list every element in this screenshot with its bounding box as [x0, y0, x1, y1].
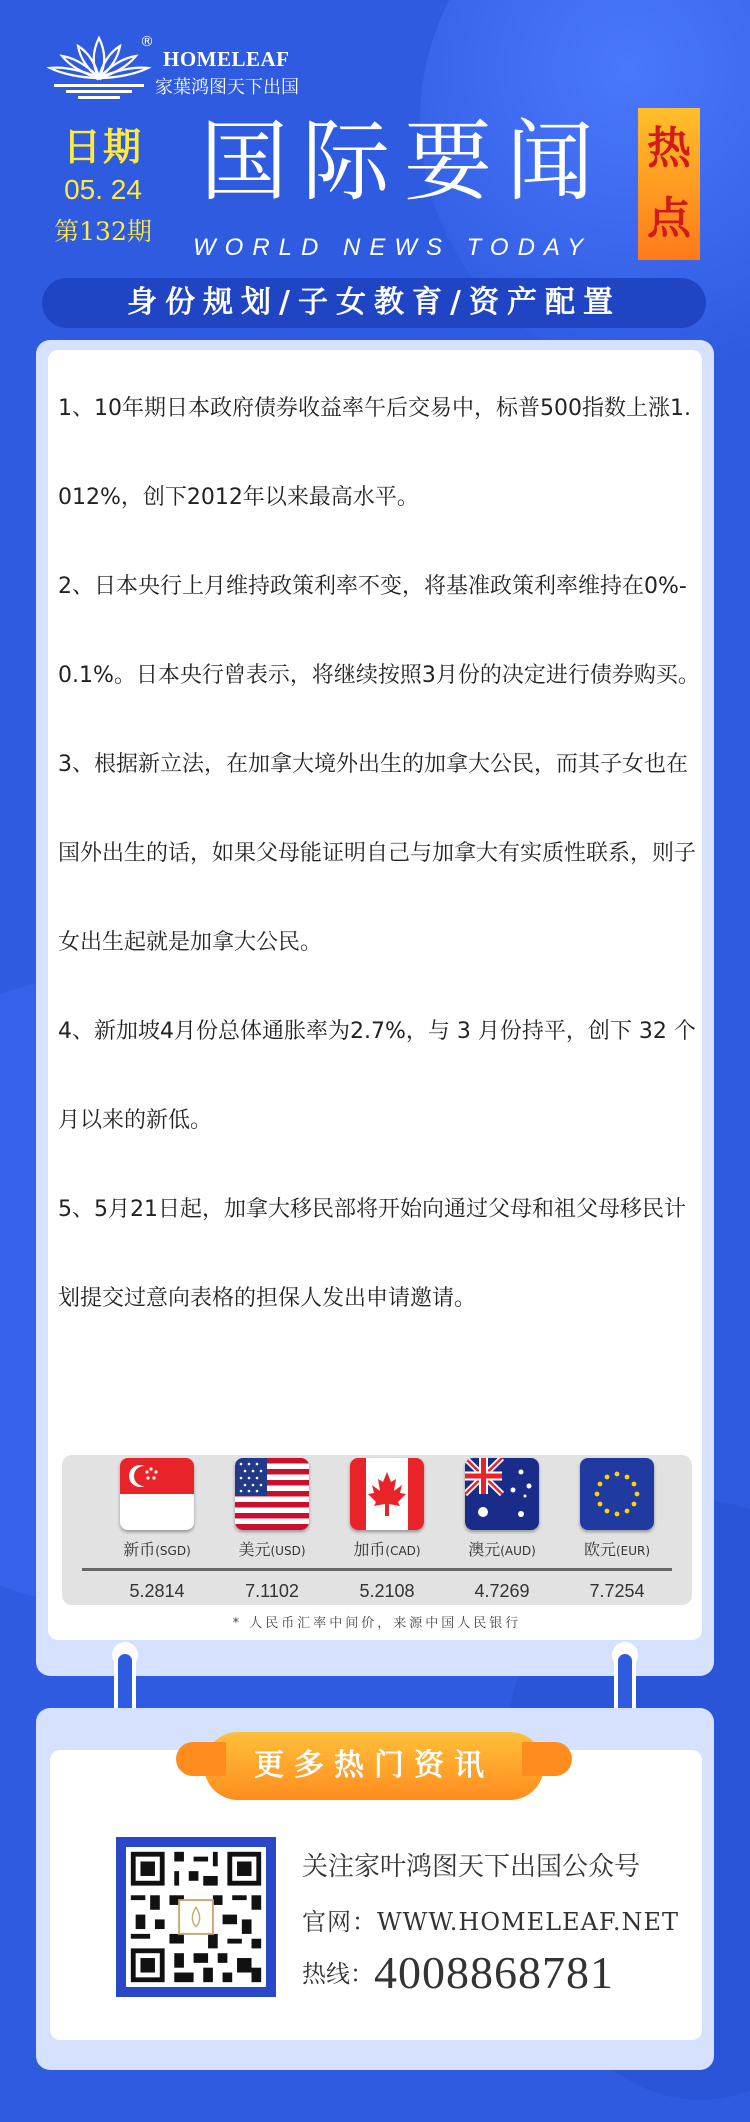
us-flag-icon — [235, 1458, 309, 1530]
registered-mark: ® — [140, 34, 154, 50]
more-news-banner: 更多热门资讯 — [204, 1732, 544, 1800]
website-link[interactable]: 官网：WWW.HOMELEAF.NET — [302, 1908, 679, 1936]
currency-cad — [332, 1455, 442, 1605]
currency-rate: 7.7254 — [589, 1581, 645, 1601]
currency-name: 加币(CAD) — [353, 1540, 421, 1559]
date-value: 05. 24 — [64, 174, 142, 205]
currency-name: 新币(SGD) — [123, 1540, 191, 1559]
news-item: 4、新加坡4月份总体通胀率为2.7%，与 3 月份持平，创下 32 个月以来的新低。 — [58, 1019, 696, 1133]
canada-flag-icon — [350, 1458, 424, 1530]
page-subtitle: WORLD NEWS TODAY — [193, 234, 593, 261]
date-box — [44, 110, 162, 258]
brand-name-en: HOMELEAF — [163, 47, 290, 71]
eu-flag-icon — [580, 1458, 654, 1530]
qr-code — [116, 1837, 276, 1997]
singapore-flag-icon — [120, 1458, 194, 1530]
tagline-banner: 身份规划/子女教育/资产配置 — [42, 278, 706, 328]
currency-rate: 5.2108 — [359, 1581, 415, 1601]
page-title: 国际要闻 — [200, 110, 609, 213]
australia-flag-icon — [465, 1458, 539, 1530]
news-list — [58, 364, 702, 1343]
currency-name: 澳元(AUD) — [468, 1540, 536, 1559]
currency-aud — [447, 1455, 557, 1605]
exchange-rate-note: * 人民币汇率中间价，来源中国人民银行 — [232, 1616, 522, 1631]
brand-name-cn: 家葉鸿图天下出国 — [155, 77, 299, 98]
currency-rate: 4.7269 — [474, 1581, 530, 1601]
hotline — [302, 1946, 614, 1999]
hot-tag: 热点 — [638, 108, 700, 260]
news-item: 5、5月21日起，加拿大移民部将开始向通过父母和祖父母移民计划提交过意向表格的担保人发出申请邀请。 — [58, 1197, 686, 1311]
currency-name: 欧元(EUR) — [583, 1540, 651, 1559]
news-item: 2、日本央行上月维持政策利率不变，将基准政策利率维持在0%-0.1%。日本央行曾表示，将继续按照3月份的决定进行债券购买。 — [58, 574, 700, 688]
qr-code-icon — [126, 1847, 266, 1987]
currency-rate: 7.1102 — [245, 1581, 299, 1601]
currency-name: 美元(USD) — [238, 1540, 306, 1559]
news-item: 1、10年期日本政府债券收益率午后交易中，标普500指数上涨1.012%，创下2012年以来最高水平。 — [58, 396, 691, 510]
currency-sgd — [102, 1455, 212, 1605]
news-item: 3、根据新立法，在加拿大境外出生的加拿大公民，而其子女也在国外出生的话，如果父母能证明自己与加拿大有实质性联系，则子女出生起就是加拿大公民。 — [58, 752, 697, 955]
exchange-rate-panel — [62, 1455, 692, 1605]
currency-eur — [562, 1455, 672, 1605]
currency-usd — [217, 1455, 327, 1605]
lotus-logo-icon — [44, 30, 154, 100]
date-label: 日期 — [62, 125, 143, 169]
follow-text: 关注家叶鸿图天下出国公众号 — [302, 1852, 641, 1882]
hotline-number[interactable]: 4008868781 — [374, 1947, 614, 1998]
hotline-label: 热线： — [302, 1960, 374, 1988]
currency-rate: 5.2814 — [129, 1581, 185, 1601]
issue-number: 第132期 — [54, 217, 152, 246]
